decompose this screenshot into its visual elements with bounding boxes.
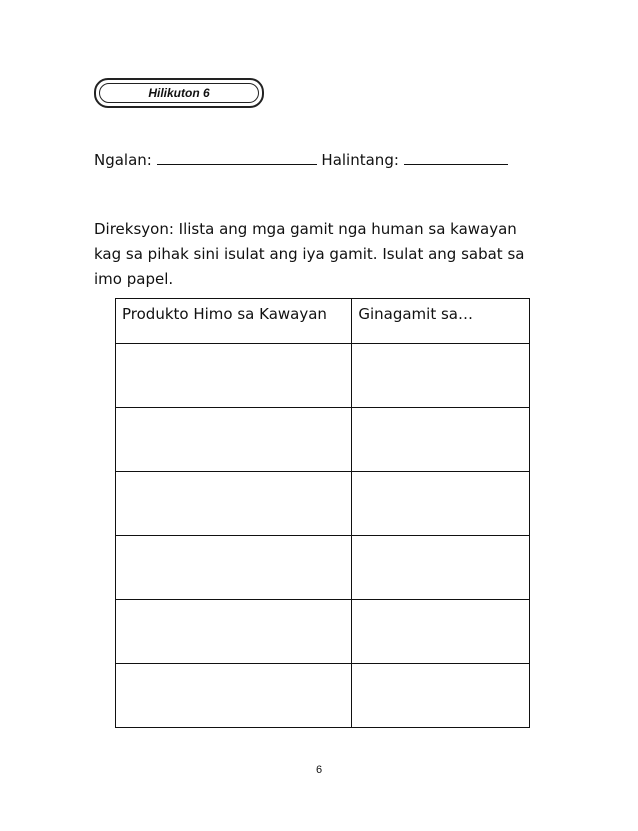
header-use: Ginagamit sa… <box>352 299 530 344</box>
answer-table <box>115 298 530 728</box>
page-number: 6 <box>315 764 323 776</box>
answer-cell-product[interactable] <box>116 472 352 536</box>
answer-cell-product[interactable] <box>116 344 352 408</box>
answer-cell-use[interactable] <box>352 600 530 664</box>
answer-cell-use[interactable] <box>352 472 530 536</box>
answer-cell-use[interactable] <box>352 344 530 408</box>
header-product: Produkto Himo sa Kawayan <box>116 299 352 344</box>
activity-title-box <box>94 78 264 108</box>
answer-cell-product[interactable] <box>116 600 352 664</box>
table-row <box>116 408 530 472</box>
table-row <box>116 472 530 536</box>
answer-cell-product[interactable] <box>116 536 352 600</box>
answer-cell-use[interactable] <box>352 664 530 728</box>
answer-cell-product[interactable] <box>116 408 352 472</box>
table-row <box>116 600 530 664</box>
table-row <box>116 536 530 600</box>
name-section-line <box>94 150 508 169</box>
section-blank[interactable] <box>404 150 508 165</box>
table-row <box>116 344 530 408</box>
name-label: Ngalan: <box>94 151 152 169</box>
name-blank[interactable] <box>157 150 317 165</box>
answer-cell-product[interactable] <box>116 664 352 728</box>
section-label: Halintang: <box>321 151 399 169</box>
table-header-row <box>116 299 530 344</box>
answer-cell-use[interactable] <box>352 536 530 600</box>
directions-text: Direksyon: Ilista ang mga gamit nga human sa kawayan kag sa pihak sini isulat ang iya gamit. Isulat ang sabat sa imo papel. <box>94 220 525 288</box>
answer-cell-use[interactable] <box>352 408 530 472</box>
table-row <box>116 664 530 728</box>
activity-title: Hilikuton 6 <box>148 86 210 100</box>
